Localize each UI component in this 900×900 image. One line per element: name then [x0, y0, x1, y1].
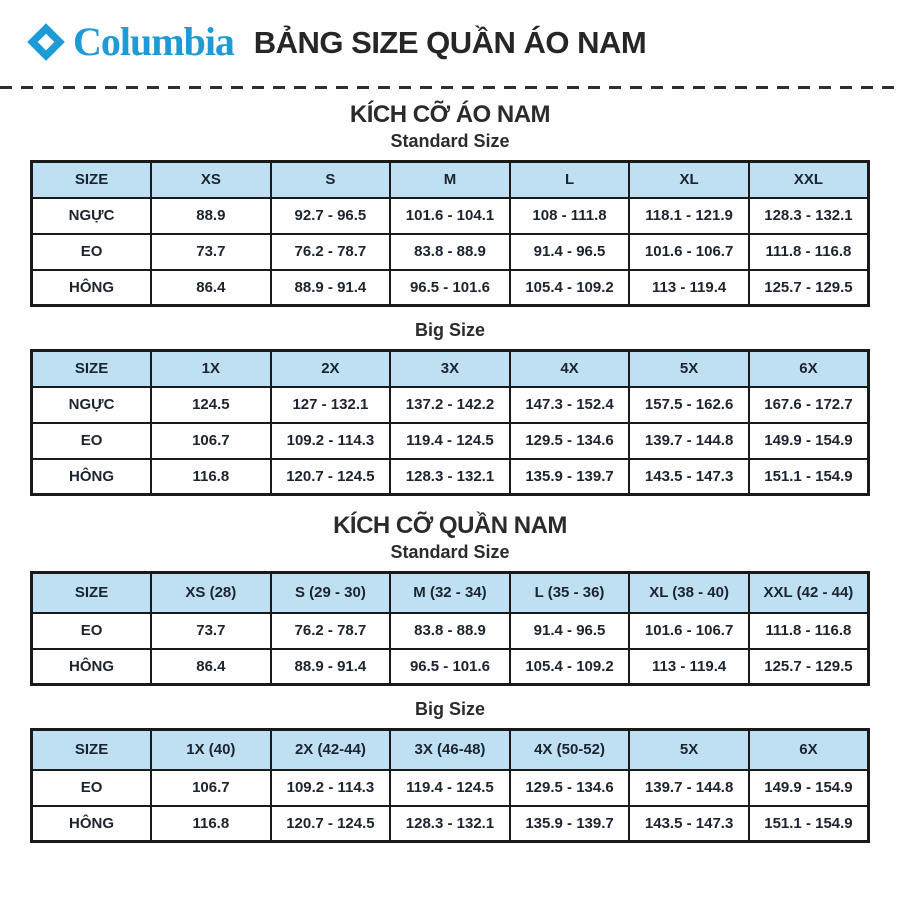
value-cell: 135.9 - 139.7	[510, 806, 630, 842]
size-table-big	[30, 349, 870, 496]
row-label-cell: EO	[32, 613, 152, 649]
value-cell: 111.8 - 116.8	[749, 613, 869, 649]
column-header-cell: 1X	[151, 351, 271, 387]
column-header-cell: M	[390, 162, 510, 198]
value-cell: 167.6 - 172.7	[749, 387, 869, 423]
column-header-cell: 5X	[629, 730, 749, 770]
value-cell: 118.1 - 121.9	[629, 198, 749, 234]
value-cell: 83.8 - 88.9	[390, 234, 510, 270]
table-header-row	[32, 162, 869, 198]
value-cell: 76.2 - 78.7	[271, 613, 391, 649]
section-ao-nam	[0, 101, 900, 496]
size-table-big	[30, 728, 870, 843]
column-header-cell: XXL	[749, 162, 869, 198]
value-cell: 129.5 - 134.6	[510, 770, 630, 806]
table-row	[32, 270, 869, 306]
value-cell: 149.9 - 154.9	[749, 770, 869, 806]
brand	[24, 21, 234, 63]
value-cell: 73.7	[151, 234, 271, 270]
table-row	[32, 387, 869, 423]
page-title: BẢNG SIZE QUẦN ÁO NAM	[253, 25, 647, 60]
table-row	[32, 198, 869, 234]
section-quan-nam	[0, 512, 900, 843]
column-header-cell: 5X	[629, 351, 749, 387]
row-label-cell: NGỰC	[32, 198, 152, 234]
row-label-cell: NGỰC	[32, 387, 152, 423]
value-cell: 109.2 - 114.3	[271, 423, 391, 459]
value-cell: 101.6 - 106.7	[629, 234, 749, 270]
section-title: KÍCH CỠ QUẦN NAM	[333, 512, 567, 539]
column-header-cell: 3X	[390, 351, 510, 387]
value-cell: 116.8	[151, 806, 271, 842]
table-subtitle: Standard Size	[390, 542, 510, 562]
value-cell: 157.5 - 162.6	[629, 387, 749, 423]
value-cell: 111.8 - 116.8	[749, 234, 869, 270]
value-cell: 139.7 - 144.8	[629, 770, 749, 806]
column-header-cell: XXL (42 - 44)	[749, 573, 869, 613]
value-cell: 96.5 - 101.6	[390, 649, 510, 685]
table-header-row	[32, 351, 869, 387]
value-cell: 92.7 - 96.5	[271, 198, 391, 234]
value-cell: 91.4 - 96.5	[510, 234, 630, 270]
column-header-cell: 6X	[749, 730, 869, 770]
row-label-cell: HÔNG	[32, 806, 152, 842]
value-cell: 149.9 - 154.9	[749, 423, 869, 459]
column-header-cell: 6X	[749, 351, 869, 387]
row-label-cell: EO	[32, 423, 152, 459]
value-cell: 139.7 - 144.8	[629, 423, 749, 459]
dashed-divider	[0, 86, 900, 89]
column-header-cell: SIZE	[32, 730, 152, 770]
column-header-cell: S	[271, 162, 391, 198]
value-cell: 128.3 - 132.1	[390, 806, 510, 842]
value-cell: 86.4	[151, 270, 271, 306]
column-header-cell: L (35 - 36)	[510, 573, 630, 613]
value-cell: 120.7 - 124.5	[271, 459, 391, 495]
column-header-cell: M (32 - 34)	[390, 573, 510, 613]
table-row	[32, 613, 869, 649]
value-cell: 143.5 - 147.3	[629, 459, 749, 495]
value-cell: 101.6 - 106.7	[629, 613, 749, 649]
value-cell: 109.2 - 114.3	[271, 770, 391, 806]
size-sections	[0, 101, 900, 843]
value-cell: 129.5 - 134.6	[510, 423, 630, 459]
column-header-cell: SIZE	[32, 351, 152, 387]
value-cell: 88.9	[151, 198, 271, 234]
value-cell: 151.1 - 154.9	[749, 806, 869, 842]
value-cell: 151.1 - 154.9	[749, 459, 869, 495]
column-header-cell: XS (28)	[151, 573, 271, 613]
value-cell: 143.5 - 147.3	[629, 806, 749, 842]
value-cell: 76.2 - 78.7	[271, 234, 391, 270]
table-subtitle: Big Size	[414, 320, 485, 340]
row-label-cell: HÔNG	[32, 649, 152, 685]
table-subtitle: Standard Size	[390, 131, 510, 151]
column-header-cell: 1X (40)	[151, 730, 271, 770]
column-header-cell: L	[510, 162, 630, 198]
value-cell: 88.9 - 91.4	[271, 270, 391, 306]
value-cell: 135.9 - 139.7	[510, 459, 630, 495]
value-cell: 88.9 - 91.4	[271, 649, 391, 685]
column-header-cell: XL	[629, 162, 749, 198]
value-cell: 83.8 - 88.9	[390, 613, 510, 649]
value-cell: 147.3 - 152.4	[510, 387, 630, 423]
value-cell: 86.4	[151, 649, 271, 685]
value-cell: 73.7	[151, 613, 271, 649]
value-cell: 119.4 - 124.5	[390, 423, 510, 459]
table-header-row	[32, 730, 869, 770]
value-cell: 101.6 - 104.1	[390, 198, 510, 234]
size-table-standard	[30, 160, 870, 307]
column-header-cell: 3X (46-48)	[390, 730, 510, 770]
columbia-logo-icon	[24, 21, 68, 63]
value-cell: 137.2 - 142.2	[390, 387, 510, 423]
table-row	[32, 459, 869, 495]
value-cell: 106.7	[151, 770, 271, 806]
value-cell: 113 - 119.4	[629, 649, 749, 685]
brand-wordmark: Columbia	[73, 19, 234, 64]
value-cell: 105.4 - 109.2	[510, 270, 630, 306]
table-row	[32, 770, 869, 806]
value-cell: 127 - 132.1	[271, 387, 391, 423]
column-header-cell: SIZE	[32, 162, 152, 198]
value-cell: 128.3 - 132.1	[749, 198, 869, 234]
row-label-cell: HÔNG	[32, 459, 152, 495]
column-header-cell: 2X (42-44)	[271, 730, 391, 770]
value-cell: 91.4 - 96.5	[510, 613, 630, 649]
value-cell: 96.5 - 101.6	[390, 270, 510, 306]
value-cell: 128.3 - 132.1	[390, 459, 510, 495]
value-cell: 105.4 - 109.2	[510, 649, 630, 685]
column-header-cell: XS	[151, 162, 271, 198]
table-row	[32, 423, 869, 459]
column-header-cell: S (29 - 30)	[271, 573, 391, 613]
column-header-cell: 4X	[510, 351, 630, 387]
value-cell: 119.4 - 124.5	[390, 770, 510, 806]
value-cell: 120.7 - 124.5	[271, 806, 391, 842]
value-cell: 125.7 - 129.5	[749, 649, 869, 685]
size-table-standard	[30, 571, 870, 686]
header	[0, 0, 900, 86]
table-row	[32, 806, 869, 842]
section-title: KÍCH CỠ ÁO NAM	[349, 101, 551, 128]
column-header-cell: XL (38 - 40)	[629, 573, 749, 613]
table-row	[32, 649, 869, 685]
table-subtitle: Big Size	[414, 699, 485, 719]
value-cell: 125.7 - 129.5	[749, 270, 869, 306]
value-cell: 116.8	[151, 459, 271, 495]
value-cell: 124.5	[151, 387, 271, 423]
value-cell: 113 - 119.4	[629, 270, 749, 306]
row-label-cell: EO	[32, 770, 152, 806]
row-label-cell: HÔNG	[32, 270, 152, 306]
value-cell: 106.7	[151, 423, 271, 459]
column-header-cell: 4X (50-52)	[510, 730, 630, 770]
value-cell: 108 - 111.8	[510, 198, 630, 234]
column-header-cell: SIZE	[32, 573, 152, 613]
row-label-cell: EO	[32, 234, 152, 270]
table-row	[32, 234, 869, 270]
table-header-row	[32, 573, 869, 613]
column-header-cell: 2X	[271, 351, 391, 387]
